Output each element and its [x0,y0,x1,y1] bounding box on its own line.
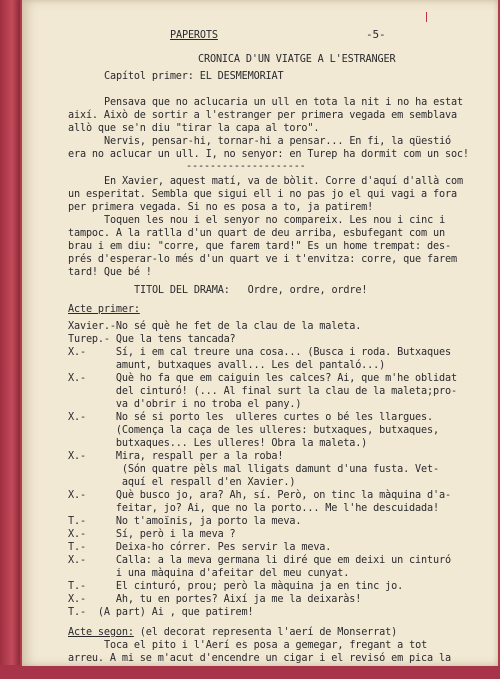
page-number: -5- [366,28,386,41]
dialogue-line: Turep.- Que la tens tancada? [68,334,236,345]
dialogue-line: T.- No t'amoïnis, ja porto la meva. [68,516,302,527]
text-line: Pensava que no aclucaria un ull en tota la nit i no ha estat [104,97,464,108]
dialogue-line: feitar, jo? Ai, que no la porto... Me l'he descuidada! [68,503,439,514]
dialogue-line: butxaques... Les ulleres! Obra la maleta.) [68,438,368,449]
text-line: Nervis, pensar-hi, tornar-hi a pensar... En fi, la qüestió [104,136,452,147]
dialogue-line: X.- Ah, tu en portes? Així ja me la deixaràs! [68,594,362,605]
dialogue-line: X.- Sí, però i la meva ? [68,529,236,540]
dialogue-line: T.- Deixa-ho córrer. Pes servir la meva. [68,542,332,553]
margin-mark [426,12,427,22]
text-line: prés d'esperar-lo més d'un quart ve i t'envitza: corre, que farem [68,254,457,265]
background-cover [0,665,500,679]
act-two-stage-direction: (el decorat representa l'aerí de Monserrat) [133,627,398,638]
dialogue-line: i una màquina d'afeitar del meu cunyat. [68,568,350,579]
text-line: tampoc. A la ratlla d'un quart de deu arriba, esbufegant com un [68,228,445,239]
dialogue-line: amunt, butxaques avall... Les del pantaló...) [68,360,386,371]
dialogue-line: X.- Calla: a la meva germana li diré que em deixi un cinturó [68,555,451,566]
text-line: així. Això de sortir a l'estranger per primera vegada em semblava [68,110,457,121]
dialogue-line: X.- Què ho fa que em caiguin les calces? Ai, que m'he oblidat [68,373,457,384]
chapter-heading: Capítol primer: EL DESMEMORIAT [104,71,284,82]
act-two-heading: Acte segon: [68,627,134,638]
dialogue-line: X.- Mira, respall per a la roba! [68,451,284,462]
dialogue-line: X.- No sé si porto les ulleres curtes o bé les llargues. [68,412,433,423]
dialogue-line: X.- Sí, i em cal treure una cosa... (Busca i roda. Butxaques [68,347,451,358]
dialogue-line: aquí el respall d'en Xavier.) [68,477,296,488]
text-line: Toca el pito i l'Aerí es posa a gemegar, fregant a tot [104,640,428,651]
document-page [22,0,498,666]
dialogue-line: T.- El cinturó, prou; però la màquina ja en tinc jo. [68,581,404,592]
text-line: Toquen les nou i el senyor no compareix. Les nou i cinc i [104,215,446,226]
text-line: era no aclucar un ull. I, no senyor: en Turep ha dormit com un soc! [68,149,469,160]
act-two-heading-line [68,626,397,639]
drama-title: TITOL DEL DRAMA: Ordre, ordre, ordre! [134,285,368,296]
dialogue-line: del cinturó! (... Al final surt la clau de la maleta;pro- [68,386,457,397]
dialogue-line: (Comença la caça de les ulleres: butxaques, butxaques, [68,425,439,436]
text-line: brau i em diu: "corre, que farem tard!" Es un home trempat: des- [68,241,451,252]
dialogue-line: va d'obrir i no troba el pany.) [68,399,302,410]
text-line: per primera vegada. Si no es posa a to, ja patirem! [68,202,374,213]
dialogue-line: (Són quatre pèls mal lligats damunt d'una fusta. Vet- [68,464,439,475]
document-title: PAPEROTS [170,30,218,41]
chronicle-subtitle: CRONICA D'UN VIATGE A L'ESTRANGER [198,54,396,65]
dialogue-line: X.- Què busco jo, ara? Ah, sí. Però, on tinc la màquina d'a- [68,490,451,501]
text-line: un esperitat. Sembla que sigui ell i no pas jo el qui vagi a fora [68,189,457,200]
dialogue-line: T.- (A part) Ai , que patirem! [68,607,254,618]
text-line: allò que se'n diu "tirar la capa al toro". [68,123,320,134]
text-line: arreu. A mi se m'acut d'encendre un cigar i el revisó em pica la [68,653,451,664]
separator-line: -------------------- [186,161,306,172]
binding-edge [0,0,20,679]
act-one-heading: Acte primer: [68,304,140,315]
dialogue-line: Xavier.-No sé què he fet de la clau de la maleta. [68,321,362,332]
text-line: En Xavier, aquest matí, va de bòlit. Corre d'aquí d'allà com [104,176,464,187]
text-line: tard! Que bé ! [68,267,152,278]
